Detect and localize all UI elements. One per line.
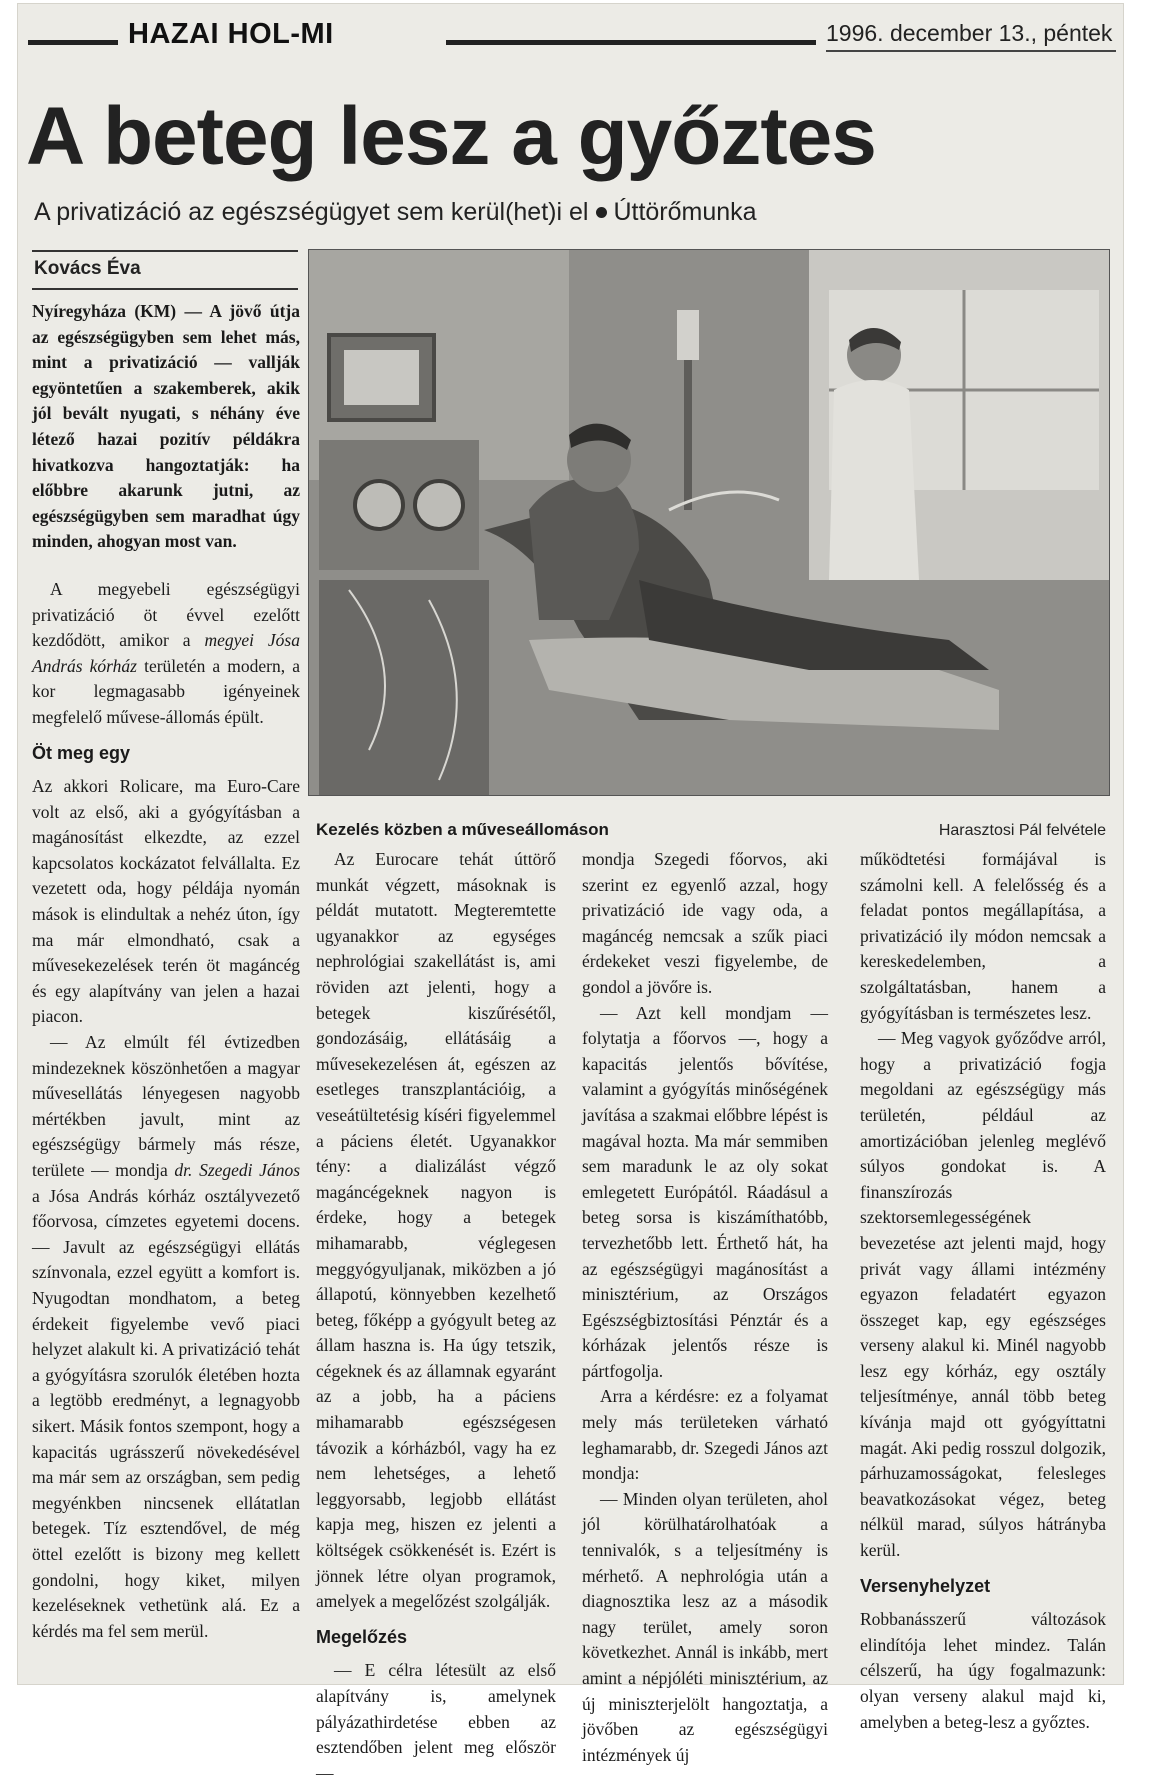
header-rule-middle (446, 40, 816, 45)
paragraph: — Azt kell mondjam — folytatja a főorvos —, hogy a kapacitás jelentős bővítése, valamint a gyógyítás minőségének javítása a szakmai előbbre lépést is magával hozta. Ma már semmiben sem maradunk le az oly sokat emlegetett Európától. Ráadásul a beteg sorsa is kiszámíthatóbb, tervezhetőbb lett. Érthető hát, ha az egészségügyi magánosítást a minisztérium, az Országos Egészségbiztosítási Pénztár és a kórházak jelentős része is pártfogolja. (582, 1002, 828, 1381)
author-byline: Kovács Éva (34, 258, 141, 279)
paragraph: működtetési formájával is számolni kell. A felelősség és a feladat pontos megállapítása, a privatizáció ily módon nemcsak a kereskedelemben, a szolgáltatásban, hanem a gyógyításban is természetes lesz. (860, 849, 1106, 1023)
paragraph: A megyebeli egészségügyi privatizáció öt évvel ezelőtt kezdődött, amikor a megyei Jósa András kórház területén a modern, a kor legmagasabb igényeinek megfelelő művese-állomás épült. (32, 578, 300, 727)
subtitle-megelozes: Megelőzés (316, 1626, 408, 1647)
photo-caption: Kezelés közben a műveseállomáson (316, 820, 609, 839)
subtitle-ot-meg-egy: Öt meg egy (32, 742, 131, 763)
subhead-kicker: Úttörőmunka (613, 198, 757, 226)
paragraph: — Meg vagyok győződve arról, hogy a privatizáció fogja megoldani az egészségügy más területén, például az amortizációban jelenleg meglévő súlyos gondokat is. A finanszírozás szektorsemlegességének bevezetése azt jelenti majd, hogy privát vagy állami intézmény egyazon feladatért egyazon összeget kap, egy egészséges verseny alakul ki. Minél nagyobb lesz egy kórház, egy osztály teljesítménye, annál több beteg kívánja majd ott gyógyíttatni magát. Aki pedig rosszul dolgozik, párhuzamosságokat, felesleges beavatkozásokat végez, beteg nélkül marad, súlyos hátrányba kerül. (860, 1028, 1106, 1561)
column-4 (860, 847, 1106, 1735)
section-header (28, 12, 1113, 52)
byline-rule-top (32, 250, 298, 252)
paragraph: Az Eurocare tehát úttörő munkát végzett, másoknak is példát mutatott. Megteremtette ugyanakkor az egységes nephrológiai szakellátást is, ami röviden azt jelenti, hogy a betegek kiszűrésétől, gondozásáig, ellátásáig a művesekezelésen át, egészen az esetleges transzplantációig, a veseátültetésig kíséri figyelemmel a páciens életét. Ugyanakkor tény: a dializálást végző magáncégeknek nagyon is érdeke, hogy a betegek mihamarabb, véglegesen meggyógyuljanak, miközben a jó állapotú, könnyebben kezelhető beteg, főképp a gyógyult beteg az állam haszna is. Ha úgy tetszik, cégeknek és az államnak egyaránt az a jobb, ha a páciens mihamarabb egészségesen távozik a kórházból, vagy ha ez nem lehetséges, a lehető leggyorsabb, legjobb ellátást kapja meg, hiszen ez jelenti a költségek csökkenését is. Ezért is jönnek létre olyan programok, amelyek a megelőzést szolgálják. (316, 849, 556, 1612)
bullet-icon (596, 207, 607, 218)
issue-date: 1996. december 13., péntek (826, 20, 1113, 46)
paragraph: mondja Szegedi főorvos, aki szerint ez egyenlő azzal, hogy privatizáció ide vagy oda, a magáncég nemcsak a szűk piaci érdekeket veszi figyelembe, de gondol a jövőre is. (582, 849, 828, 997)
paragraph: — E célra létesült az első alapítvány is, amelynek pályázathirdetése ebben az esztendőben jelent meg először — (316, 1660, 556, 1783)
column-2 (316, 847, 556, 1786)
newspaper-clipping (18, 4, 1123, 1783)
article-lede: Nyíregyháza (KM) — A jövő útja az egészségügyben sem lehet más, mint a privatizáció — vallják egyöntetűen a szakemberek, akik jól bevált nyugati, s néhány éve létező hazai pozitív példákra hivatkozva hangoztatják: ha előbbre akarunk jutni, az egészségügyben sem maradhat úgy minden, ahogyan most van. (32, 301, 300, 552)
photo-credit: Harasztosi Pál felvétele (938, 822, 1106, 839)
column-3 (582, 847, 828, 1768)
paragraph: Az akkori Rolicare, ma Euro-Care volt az első, aki a gyógyításban a magánosítást elkezdte, az ezzel kapcsolatos kockázatot felvállalta. Ez vezetett oda, hogy példája nyomán mások is elindultak a nehéz úton, így ma már elmondható, csak a művesekezelések terén öt magáncég és egy alapítvány van jelen a hazai piacon. (32, 776, 300, 1027)
column-1 (32, 299, 300, 1644)
byline-rule-bottom (32, 288, 298, 290)
paragraph: — Az elmúlt fél évtizedben mindezeknek köszönhetően a magyar művesellátás lényegesen nagyobb mértékben javult, mint az egészségügy bármely más része, területe — mondja dr. Szegedi János a Jósa András kórház osztályvezető főorvosa, címzetes egyetemi docens. — Javult az egészségügyi ellátás színvonala, ezzel együtt a komfort is. Nyugodtan mondhatom, a beteg érdekeit figyelembe vevő piaci helyzet alakult ki. A privatizáció tehát a gyógyításra szorulók életében hozta a legtöbb eredményt, a legnagyobb sikert. Másik fontos szempont, hogy a kapacitás ugrásszerű növekedésével ma már sem az országban, sem pedig megyénkben nincsenek ellátatlan betegek. Tíz esztendővel, de még öttel ezelőtt is bizony meg kellett gondolni, hogy kiket, milyen kezeléseknek vethetünk alá. Ez a kérdés ma fel sem merül. (32, 1032, 301, 1641)
paragraph: — Minden olyan területen, ahol jól körülhatárolhatóak a tennivalók, s a teljesítmény is mérhető. A nephrológia után a diagnosztika lesz az a második nagy terület, amely soron következhet. Annál is inkább, mert amint a népjóléti minisztérium, az új miniszterjelölt hangoztatja, a jövőben az egészségügyi intézmények új (582, 1488, 828, 1765)
article-subhead (34, 198, 1114, 227)
dialysis-photo-illustration (309, 250, 1109, 795)
section-name: HAZAI HOL-MI (128, 18, 334, 50)
subhead-text: A privatizáció az egészségügyet sem kerül(het)i el (34, 198, 589, 226)
date-underline (826, 50, 1116, 52)
subtitle-versenyhelyzet: Versenyhelyzet (860, 1575, 991, 1596)
article-photo (308, 249, 1110, 796)
paragraph: Robbanásszerű változások elindítója lehet mindez. Talán célszerű, ha úgy fogalmazunk: olyan verseny alakul majd ki, amelyben a beteg-lesz a győztes. (860, 1609, 1106, 1732)
paragraph: Arra a kérdésre: ez a folyamat mely más területeken várható leghamarabb, dr. Szegedi János azt mondja: (582, 1386, 828, 1484)
article-headline: A beteg lesz a győztes (26, 91, 876, 182)
header-rule-left (28, 40, 118, 45)
